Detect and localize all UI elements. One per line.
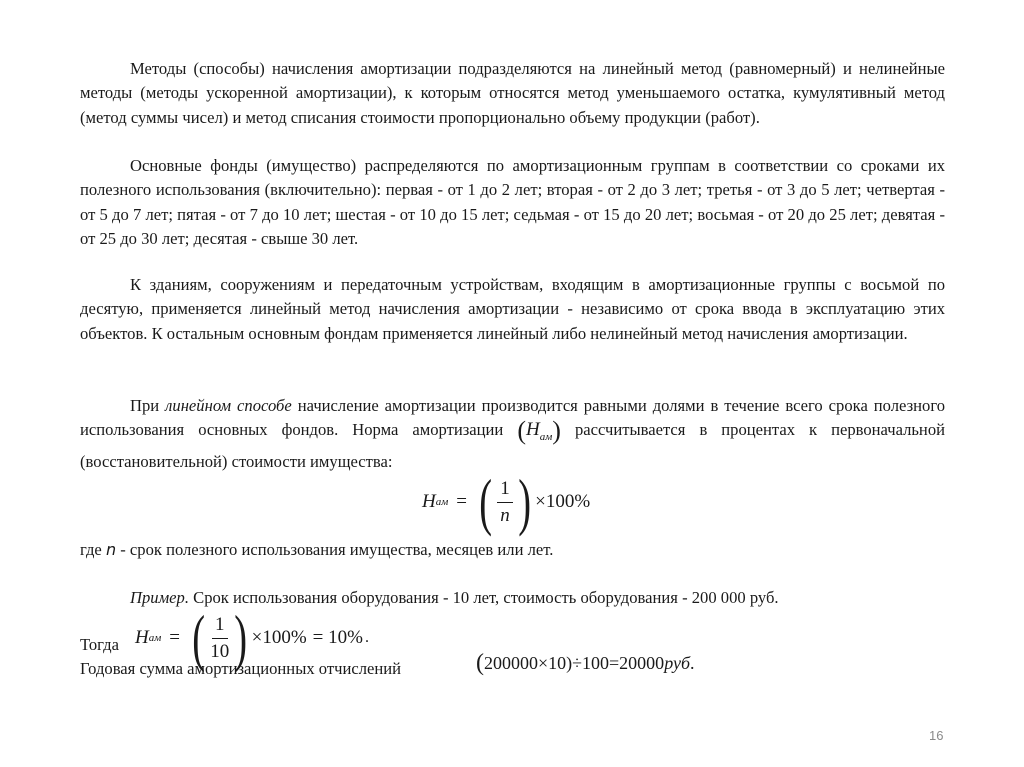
formula-annual: ( 200000×10)÷100=20000 руб . — [476, 650, 695, 676]
paragraph-linear-method — [80, 394, 945, 474]
formula-norm: Н ам = ( $\frac{1}{n}$ ) ×100% — [422, 466, 591, 537]
p4-end-text: рассчитывается в процентах к первоначальной (восстановительной) стоимости имущества: — [80, 420, 945, 471]
paragraph-methods: Методы (способы) начисления амортизации подразделяются на линейный метод (равномерный) и нелинейные методы (методы ускоренной амортизации), к которым относятся метод уменьшаемого остатка, кумулятивный метод (метод суммы чисел) и метод списания стоимости пропорционально объему продукции (работ). — [80, 59, 945, 127]
p4-italic-text: линейном способе — [165, 396, 292, 415]
inline-norm-symbol: $(Н_{ам})$ — [517, 416, 561, 446]
example-label: Пример. — [130, 588, 189, 607]
then-label: Тогда — [80, 635, 119, 654]
example-line: Пример. Срок использования оборудования - 10 лет, стоимость оборудования - 200 000 руб. — [130, 588, 779, 607]
formula-example: Н ам = ( $\frac{1}{10}$ ) ×100% = 10% . — [135, 602, 369, 673]
p4-start-text: При — [130, 396, 166, 415]
annual-sum-label: Годовая сумма амортизационных отчислений — [80, 659, 401, 678]
paragraph-groups: Основные фонды (имущество) распределяются по амортизационным группам в соответствии со сроками их полезного использования (включительно): первая - от 1 до 2 лет; вторая - от 2 до 3 лет; третья - от 3 до 5 лет; четвертая - от 5 до 7 лет; пятая - от 7 до 10 лет; шестая - от 10 до 15 лет; седьмая - от 15 до 20 лет; восьмая - от 20 до 25 лет; девятая - от 25 до 30 лет; десятая - свыше 30 лет. — [80, 156, 945, 248]
fraction-1-over-10: $\frac{1}{10}$ — [210, 613, 230, 662]
fraction-1-over-n: $\frac{1}{n}$ — [497, 476, 513, 529]
paragraph-linear-buildings: К зданиям, сооружениям и передаточным устройствам, входящим в амортизационные группы с восьмой по десятую, применяется линейный метод начисления амортизации - независимо от срока ввода в эксплуатацию этих объектов. К остальным основным фондам применяется линейный либо нелинейный метод начисления амортизации. — [80, 275, 945, 343]
where-line: где n - срок полезного использования имущества, месяцев или лет. — [80, 540, 554, 559]
p4-mid-text: начисление амортизации производится равными долями в течение всего срока полезного использования основных фондов. Норма амортизации — [80, 396, 946, 440]
page-number: 16 — [929, 728, 944, 743]
